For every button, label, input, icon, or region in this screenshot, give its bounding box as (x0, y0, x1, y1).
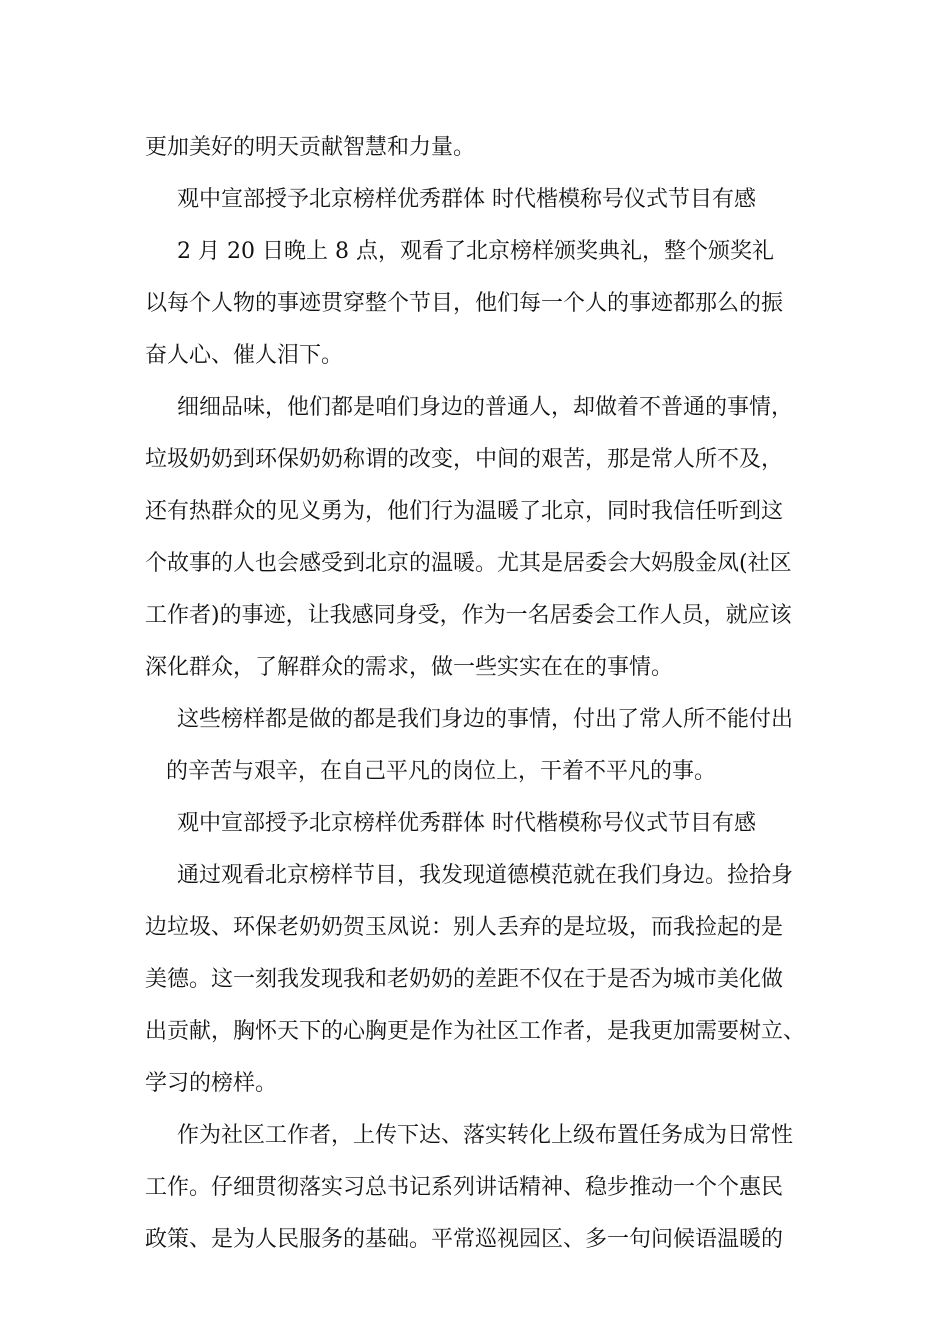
text-line: 这些榜样都是做的都是我们身边的事情，付出了常人所不能付出 (177, 707, 794, 732)
text-line: 垃圾奶奶到环保奶奶称谓的改变，中间的艰苦，那是常人所不及， (145, 447, 784, 472)
text-line: 以每个人物的事迹贯穿整个节目，他们每一个人的事迹都那么的振 (145, 291, 784, 316)
text-line: 的辛苦与艰辛，在自己平凡的岗位上，干着不平凡的事。 (166, 759, 717, 784)
text-line: 还有热群众的见义勇为，他们行为温暖了北京，同时我信任听到这 (145, 499, 784, 524)
text-line: 政策、是为人民服务的基础。平常巡视园区、多一句问候语温暖的 (145, 1227, 784, 1252)
text-line: 美德。这一刻我发现我和老奶奶的差距不仅在于是否为城市美化做 (145, 967, 784, 992)
text-line: 出贡献，胸怀天下的心胸更是作为社区工作者，是我更加需要树立、 (145, 1019, 806, 1044)
text-line: 工作。仔细贯彻落实习总书记系列讲话精神、稳步推动一个个惠民 (145, 1175, 784, 1200)
text-line: 细细品味，他们都是咱们身边的普通人，却做着不普通的事情， (177, 395, 794, 420)
text-line: 2 月 20 日晚上 8 点，观看了北京榜样颁奖典礼，整个颁奖礼 (177, 239, 774, 264)
text-line: 通过观看北京榜样节目，我发现道德模范就在我们身边。捡拾身 (177, 863, 794, 888)
text-line: 工作者)的事迹，让我感同身受，作为一名居委会工作人员，就应该 (145, 603, 792, 628)
section-title: 观中宣部授予北京榜样优秀群体 时代楷模称号仪式节目有感 (177, 811, 756, 836)
text-line: 更加美好的明天贡献智慧和力量。 (145, 135, 476, 160)
text-line: 奋人心、催人泪下。 (145, 343, 344, 368)
text-line: 学习的榜样。 (145, 1071, 278, 1096)
section-title: 观中宣部授予北京榜样优秀群体 时代楷模称号仪式节目有感 (177, 187, 756, 212)
text-line: 深化群众，了解群众的需求，做一些实实在在的事情。 (145, 655, 674, 680)
text-line: 个故事的人也会感受到北京的温暖。尤其是居委会大妈殷金凤(社区 (145, 551, 792, 576)
text-line: 边垃圾、环保老奶奶贺玉凤说：别人丢弃的是垃圾，而我捡起的是 (145, 915, 784, 940)
text-line: 作为社区工作者，上传下达、落实转化上级布置任务成为日常性 (177, 1123, 794, 1148)
